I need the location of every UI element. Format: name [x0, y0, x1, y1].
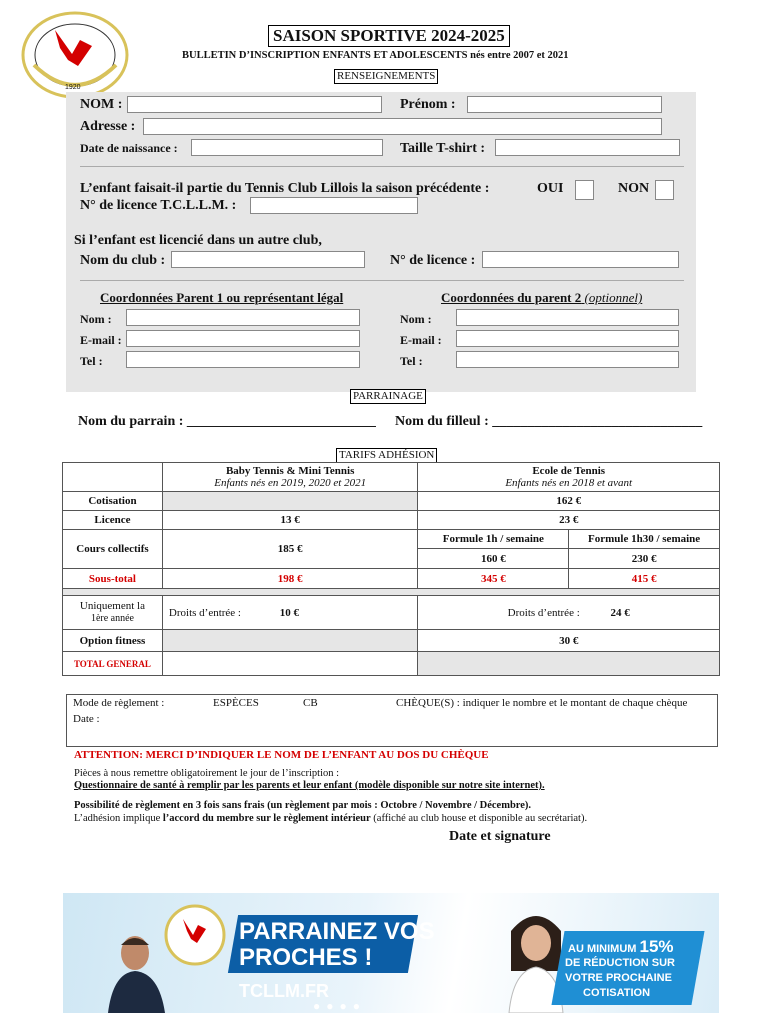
- reglement-box: [66, 694, 718, 747]
- table-cell: [63, 589, 720, 596]
- num-licence-field[interactable]: [482, 251, 679, 268]
- pieces-note: Pièces à nous remettre obligatoirement le jour de l’inscription :: [74, 768, 340, 779]
- formule1: Formule 1h / semaine: [418, 530, 569, 549]
- table-cell: [63, 463, 163, 492]
- divider: [80, 280, 684, 281]
- nom-club-field[interactable]: [171, 251, 365, 268]
- non-checkbox[interactable]: [655, 180, 674, 200]
- promo-line1: [568, 937, 674, 957]
- logo-year: 1920: [65, 84, 81, 91]
- parent2-title-text: Coordonnées du parent 2: [441, 290, 582, 305]
- promo-line2: DE RÉDUCTION SUR: [565, 957, 676, 969]
- parent2-email-field[interactable]: [456, 330, 679, 347]
- licence-baby: 13 €: [162, 511, 418, 530]
- mode-label: Mode de règlement :: [73, 697, 165, 709]
- table-cell: [162, 492, 418, 511]
- naissance-label: Date de naissance :: [80, 141, 178, 155]
- table-cell: [418, 463, 720, 492]
- signature-label: Date et signature: [449, 829, 551, 844]
- especes-option[interactable]: ESPÈCES: [213, 697, 259, 709]
- parent2-tel-field[interactable]: [456, 351, 679, 368]
- promo-banner: [63, 893, 719, 1013]
- soustotal-f1: 345 €: [418, 569, 569, 589]
- row-total: TOTAL GENERAL: [63, 652, 163, 676]
- cours-baby: 185 €: [162, 530, 418, 569]
- row-fitness: Option fitness: [63, 630, 163, 652]
- num-licence-label: N° de licence :: [390, 253, 476, 268]
- droits-ecole: 24 €: [610, 606, 630, 619]
- parent2-nom-field[interactable]: [456, 309, 679, 326]
- adhesion-c: (affiché au club house et disponible au secrétariat).: [370, 813, 588, 824]
- filleul-field[interactable]: Nom du filleul : ______________________________: [395, 414, 703, 429]
- parent1-nom-field[interactable]: [126, 309, 360, 326]
- unique-a: Uniquement la: [79, 600, 145, 612]
- table-cell: [418, 596, 720, 630]
- page-subtitle: BULLETIN D’INSCRIPTION ENFANTS ET ADOLESCENTS nés entre 2007 et 2021: [182, 50, 569, 61]
- naissance-field[interactable]: [191, 139, 383, 156]
- unique-b: 1ère année: [90, 613, 134, 624]
- total-field[interactable]: [162, 652, 418, 676]
- adhesion-b: l’accord du membre sur le règlement intérieur: [162, 813, 371, 824]
- questionnaire-note: Questionnaire de santé à remplir par les parents et leur enfant (modèle disponible sur notre site internet).: [74, 780, 545, 791]
- banner-logo-icon: [163, 903, 227, 967]
- promo-line3: VOTRE PROCHAINE: [565, 972, 672, 984]
- section-tarifs: TARIFS ADHÉSION: [336, 448, 437, 463]
- row-cours: Cours collectifs: [63, 530, 163, 569]
- section-parrainage: PARRAINAGE: [350, 389, 426, 404]
- licence-tcllm-label: N° de licence T.C.L.L.M. :: [80, 198, 237, 213]
- prenom-label: Prénom :: [400, 97, 456, 112]
- cotisation-ecole: 162 €: [418, 492, 720, 511]
- possibilite-note: Possibilité de règlement en 3 fois sans frais (un règlement par mois : Octobre / Novembre / Décembre).: [74, 800, 532, 811]
- adresse-field[interactable]: [143, 118, 662, 135]
- licence-tcllm-field[interactable]: [250, 197, 418, 214]
- parent1-nom-label: Nom :: [80, 312, 112, 326]
- parent1-tel-field[interactable]: [126, 351, 360, 368]
- dots-decoration: ●●●●: [313, 999, 366, 1013]
- col-baby: Baby Tennis & Mini Tennis: [225, 465, 355, 477]
- date-label: Date :: [73, 713, 100, 725]
- row-unique: [63, 596, 163, 630]
- promo-line4: COTISATION: [583, 987, 651, 999]
- parent2-nom-label: Nom :: [400, 312, 432, 326]
- prenom-field[interactable]: [467, 96, 662, 113]
- table-cell: [162, 463, 418, 492]
- table-cell: [162, 630, 418, 652]
- non-label: NON: [618, 181, 650, 196]
- col-baby-sub: Enfants nés en 2019, 2020 et 2021: [214, 477, 367, 489]
- oui-checkbox[interactable]: [575, 180, 594, 200]
- col-ecole-sub: Enfants nés en 2018 et avant: [505, 477, 633, 489]
- tshirt-label: Taille T-shirt :: [400, 141, 486, 156]
- tshirt-field[interactable]: [495, 139, 680, 156]
- soustotal-baby: 198 €: [162, 569, 418, 589]
- table-cell: [162, 596, 418, 630]
- soustotal-f2: 415 €: [569, 569, 720, 589]
- parent1-email-field[interactable]: [126, 330, 360, 347]
- banner-line2: PROCHES !: [239, 944, 373, 971]
- droits-label: Droits d’entrée :: [168, 606, 241, 619]
- oui-label: OUI: [537, 181, 564, 196]
- cb-option[interactable]: CB: [303, 697, 318, 709]
- nom-label: NOM :: [80, 97, 123, 112]
- club-logo: [20, 10, 130, 100]
- fitness-price: 30 €: [418, 630, 720, 652]
- parent1-tel-label: Tel :: [80, 354, 103, 368]
- parent1-email-label: E-mail :: [80, 333, 122, 347]
- adhesion-a: L’adhésion implique: [74, 813, 163, 824]
- col-ecole: Ecole de Tennis: [532, 465, 606, 477]
- row-soustotal: Sous-total: [63, 569, 163, 589]
- cheque-option[interactable]: CHÈQUE(S) : indiquer le nombre et le montant de chaque chèque: [396, 697, 688, 709]
- attention-note: ATTENTION: MERCI D’INDIQUER LE NOM DE L’ENFANT AU DOS DU CHÈQUE: [74, 749, 489, 761]
- nom-field[interactable]: [127, 96, 382, 113]
- parent2-tel-label: Tel :: [400, 354, 423, 368]
- parrain-field[interactable]: Nom du parrain : ___________________________: [78, 414, 376, 429]
- promo-min: AU MINIMUM: [568, 943, 637, 955]
- droits-label-ecole: Droits d’entrée :: [507, 606, 580, 619]
- licence-ecole: 23 €: [418, 511, 720, 530]
- table-cell: [418, 652, 720, 676]
- parent1-title: Coordonnées Parent 1 ou représentant légal: [100, 290, 344, 305]
- question-label: L’enfant faisait-il partie du Tennis Club Lillois la saison précédente :: [80, 181, 490, 196]
- parent2-optional: (optionnel): [584, 290, 643, 305]
- section-renseignements: RENSEIGNEMENTS: [334, 69, 438, 84]
- formule2-price: 230 €: [569, 549, 720, 569]
- adresse-label: Adresse :: [80, 119, 136, 134]
- promo-pct: 15%: [639, 937, 674, 956]
- banner-line1: PARRAINEZ VOS: [239, 918, 435, 945]
- adhesion-note: [74, 813, 587, 824]
- row-cotisation: Cotisation: [63, 492, 163, 511]
- formule1-price: 160 €: [418, 549, 569, 569]
- droits-baby: 10 €: [279, 606, 299, 619]
- parent2-email-label: E-mail :: [400, 333, 442, 347]
- tarifs-table: [62, 462, 720, 676]
- banner-url[interactable]: TCLLM.FR: [239, 981, 329, 1001]
- formule2: Formule 1h30 / semaine: [569, 530, 720, 549]
- divider: [80, 166, 684, 167]
- parent2-title: [441, 290, 642, 306]
- autre-club-label: Si l’enfant est licencié dans un autre club,: [74, 233, 322, 248]
- nom-club-label: Nom du club :: [80, 253, 166, 268]
- row-licence: Licence: [63, 511, 163, 530]
- page-title: SAISON SPORTIVE 2024-2025: [268, 25, 510, 47]
